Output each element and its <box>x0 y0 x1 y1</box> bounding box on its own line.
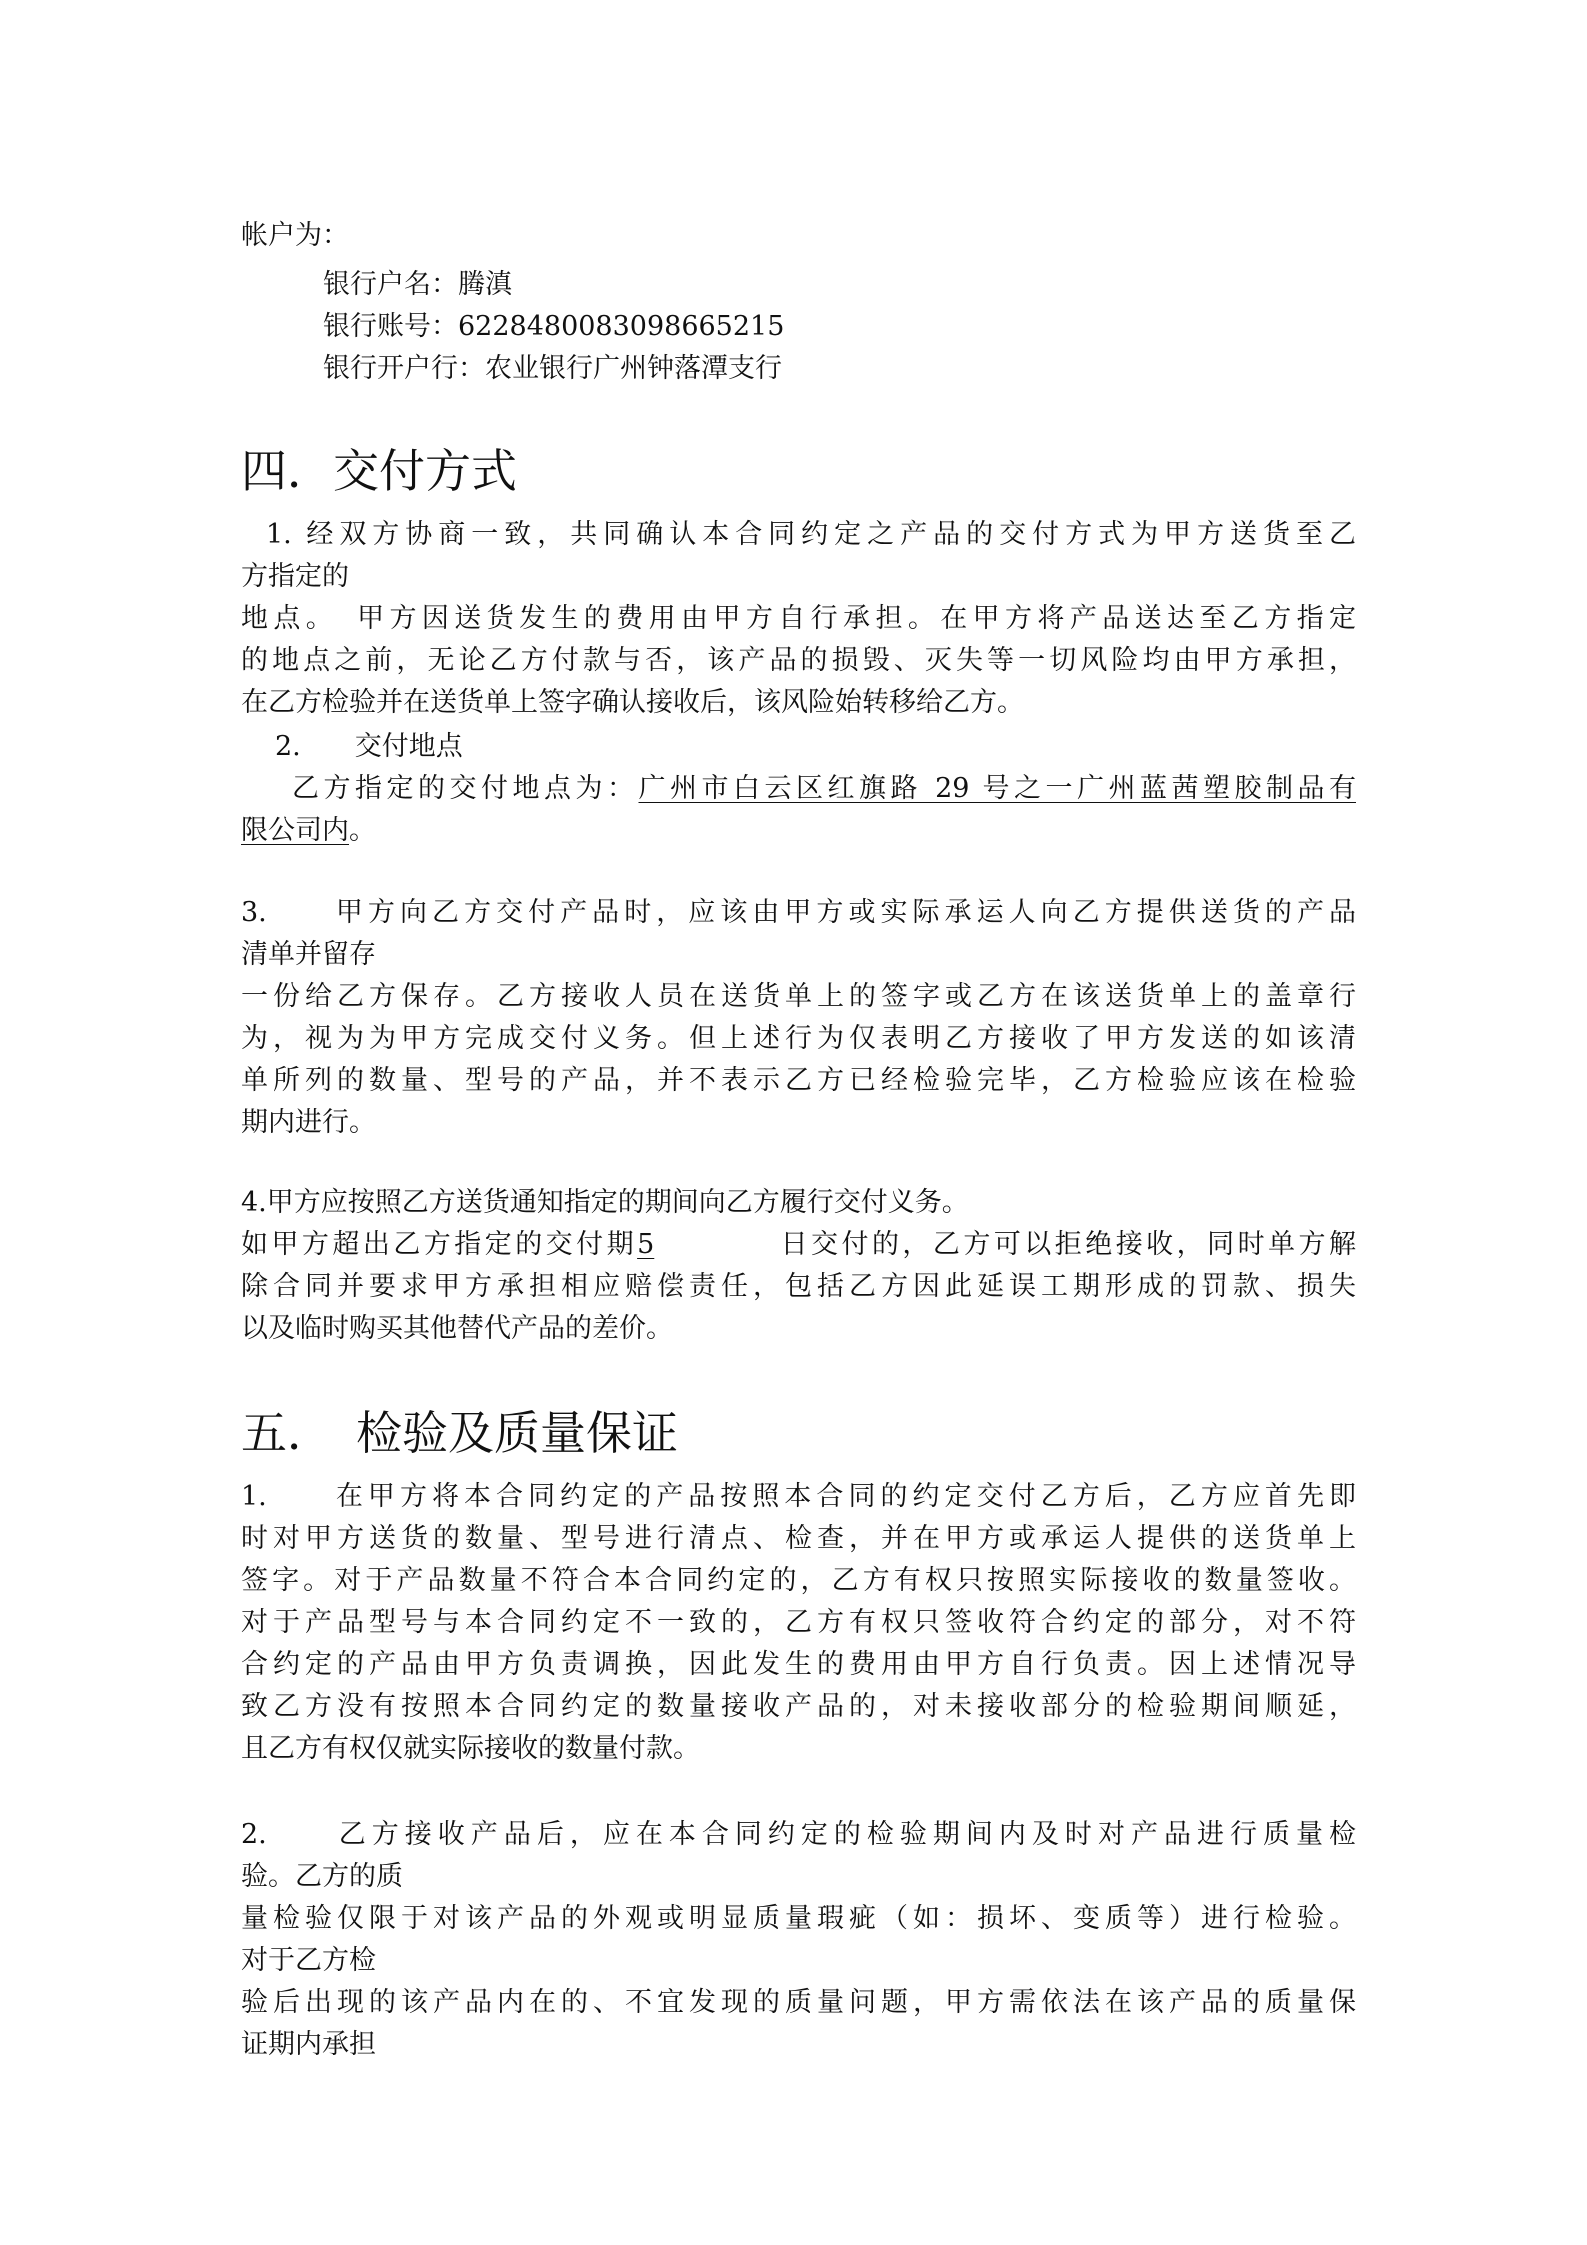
delivery-clause-4-line: 除合同并要求甲方承担相应赔偿责任，包括乙方因此延误工期形成的罚款、损失 <box>241 1271 1356 1302</box>
delivery-address-cont: 限公司内 <box>241 815 349 846</box>
inspection-clause-1-line: 致乙方没有按照本合同约定的数量接收产品的，对未接收部分的检验期间顺延， <box>241 1691 1356 1722</box>
inspection-clause-1-line: 对于产品型号与本合同约定不一致的，乙方有权只签收符合约定的部分，对不符 <box>241 1607 1356 1638</box>
delivery-clause-3-line: 清单并留存 <box>241 939 376 970</box>
inspection-clause-2-line: 2. 乙方接收产品后，应在本合同约定的检验期间内及时对产品进行质量检 <box>241 1819 1356 1850</box>
inspection-clause-2-line: 验后出现的该产品内在的、不宜发现的质量问题，甲方需依法在该产品的质量保 <box>241 1987 1356 2018</box>
delivery-clause-1-line: 在乙方检验并在送货单上签字确认接收后，该风险始转移给乙方。 <box>241 687 1024 718</box>
inspection-clause-2-line: 对于乙方检 <box>241 1945 376 1976</box>
inspection-clause-1-line: 签字。对于产品数量不符合本合同约定的，乙方有权只按照实际接收的数量签收。 <box>241 1565 1356 1596</box>
inspection-clause-2-line: 证期内承担 <box>241 2029 376 2060</box>
delivery-clause-3-line: 一份给乙方保存。乙方接收人员在送货单上的签字或乙方在该送货单上的盖章行 <box>241 981 1356 1012</box>
delivery-clause-1-line: 的地点之前，无论乙方付款与否，该产品的损毁、灭失等一切风险均由甲方承担， <box>241 645 1356 676</box>
inspection-clause-2-line: 验。乙方的质 <box>241 1861 403 1892</box>
bank-account-name: 银行户名：腾滇 <box>323 269 512 300</box>
delivery-place-line <box>292 768 1356 810</box>
delivery-clause-3-line: 期内进行。 <box>241 1107 376 1138</box>
delivery-clause-1-line: 地点。 甲方因送货发生的费用由甲方自行承担。在甲方将产品送达至乙方指定 <box>241 603 1356 634</box>
delivery-address: 广州市白云区红旗路 29 号之一广州蓝茜塑胶制品有 <box>638 773 1356 804</box>
inspection-clause-1-line: 且乙方有权仅就实际接收的数量付款。 <box>241 1733 700 1764</box>
delivery-clause-1-line: 1. 经双方协商一致，共同确认本合同约定之产品的交付方式为甲方送货至乙 <box>266 519 1356 550</box>
delivery-clause-3-line: 3. 甲方向乙方交付产品时，应该由甲方或实际承运人向乙方提供送货的产品 <box>241 897 1356 928</box>
inspection-clause-1-line: 1. 在甲方将本合同约定的产品按照本合同的约定交付乙方后，乙方应首先即 <box>241 1481 1356 1512</box>
delivery-place-prefix: 乙方指定的交付地点为： <box>292 773 639 804</box>
bank-account-number: 银行账号：6228480083098665215 <box>323 311 785 342</box>
inspection-clause-1-line: 时对甲方送货的数量、型号进行清点、检查，并在甲方或承运人提供的送货单上 <box>241 1523 1356 1554</box>
delivery-clause-3-line: 为，视为为甲方完成交付义务。但上述行为仅表明乙方接收了甲方发送的如该清 <box>241 1023 1356 1054</box>
inspection-clause-1-line: 合约定的产品由甲方负责调换，因此发生的费用由甲方自行负责。因上述情况导 <box>241 1649 1356 1680</box>
delivery-clause-4-line: 以及临时购买其他替代产品的差价。 <box>241 1313 673 1344</box>
delivery-clause-4-line: 如甲方超出乙方指定的交付期5 日交付的，乙方可以拒绝接收，同时单方解 <box>241 1224 1356 1266</box>
delivery-clause-3-line: 单所列的数量、型号的产品，并不表示乙方已经检验完毕，乙方检验应该在检验 <box>241 1065 1356 1096</box>
delivery-clause-1-line: 方指定的 <box>241 561 349 592</box>
delivery-days-blank: 5 <box>637 1229 655 1260</box>
delivery-clause-4-line: 4.甲方应按照乙方送货通知指定的期间向乙方履行交付义务。 <box>241 1187 969 1218</box>
inspection-clause-2-line: 量检验仅限于对该产品的外观或明显质量瑕疵（如：损坏、变质等）进行检验。 <box>241 1903 1356 1934</box>
delivery-place-heading: 2. 交付地点 <box>275 731 463 762</box>
delivery-place-line: 限公司内。 <box>241 815 376 846</box>
bank-branch: 银行开户行：农业银行广州钟落潭支行 <box>323 353 782 384</box>
section-heading-inspection: 五． 检验及质量保证 <box>241 1406 678 1460</box>
section-heading-delivery: 四．交付方式 <box>241 444 517 498</box>
account-intro: 帐户为： <box>241 220 349 251</box>
